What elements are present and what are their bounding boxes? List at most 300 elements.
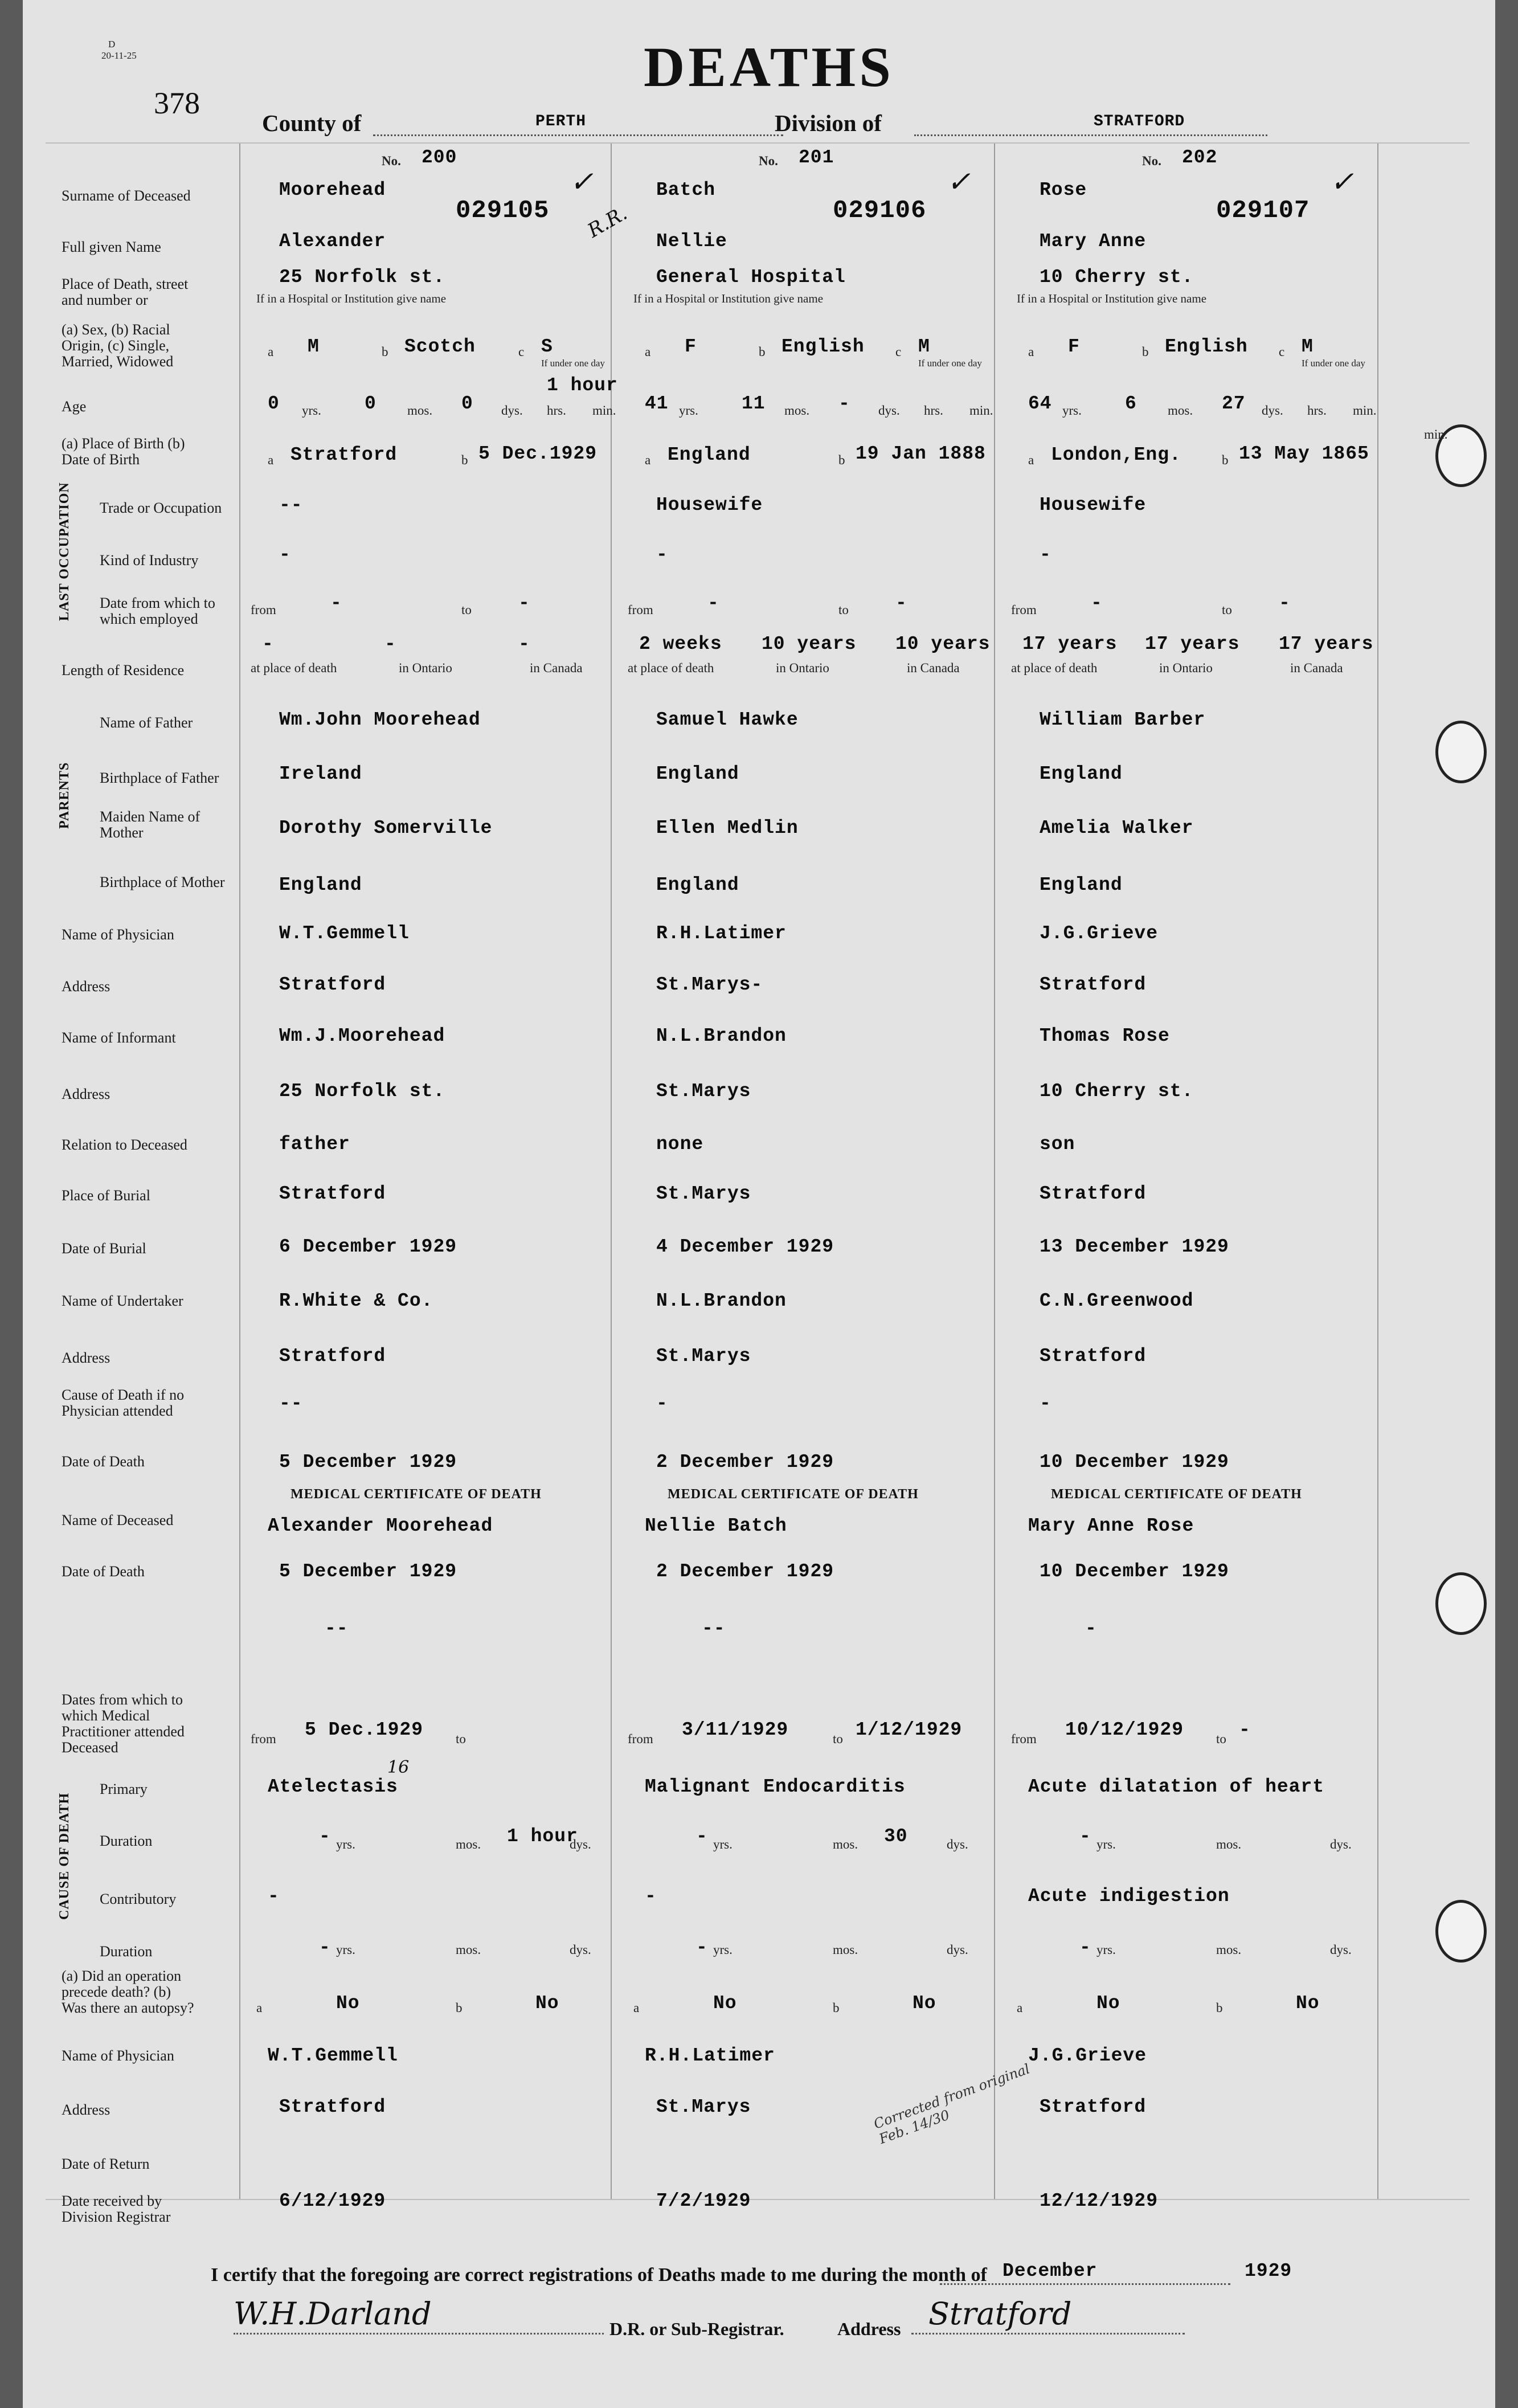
attended-to-label: to (456, 1732, 466, 1746)
employed-to-label: to (461, 603, 472, 617)
sex-value: F (1068, 336, 1080, 357)
duration-days-value: 30 (884, 1826, 908, 1847)
father-value: Samuel Hawke (656, 709, 799, 730)
given-name-value: Mary Anne (1040, 231, 1147, 252)
surname-value: Batch (656, 179, 716, 201)
in-ontario-label: in Ontario (1159, 661, 1213, 675)
cause-no-physician-value: - (656, 1393, 668, 1414)
contrib-duration-years-value: - (696, 1937, 708, 1958)
medical-certificate-heading: MEDICAL CERTIFICATE OF DEATH (290, 1487, 542, 1502)
record-no: 200 (422, 147, 457, 168)
father-birthplace-value: Ireland (279, 763, 362, 784)
mother-value: Ellen Medlin (656, 817, 799, 839)
row-label-dates-attended: Dates from which to which Medical Practitioner attended Deceased (62, 1691, 185, 1756)
row-label-cause-no-physician: Cause of Death if no Physician attended (62, 1387, 185, 1419)
autopsy-prefix: b (456, 2001, 463, 2015)
row-label-father-name: Name of Father (100, 714, 193, 731)
age-days-value: 0 (461, 393, 473, 414)
attended-from-label: from (628, 1732, 653, 1746)
given-name-value: Nellie (656, 231, 727, 252)
autopsy-value: No (1296, 1993, 1320, 2014)
undertaker-address-value: Stratford (279, 1346, 386, 1367)
at-place-label: at place of death (1011, 661, 1098, 675)
burial-date-value: 4 December 1929 (656, 1236, 834, 1257)
age-mos-label: mos. (407, 403, 433, 418)
origin-prefix: b (1142, 345, 1149, 359)
county-label: County of (262, 110, 362, 136)
employed-to-label: to (838, 603, 849, 617)
contrib-dys-label: dys. (570, 1943, 591, 1957)
page-number: 378 (154, 86, 200, 120)
row-label-contributory: Contributory (100, 1891, 177, 1907)
parents-label: PARENTS (57, 762, 72, 829)
attended-to-label: to (1216, 1732, 1226, 1746)
in-canada-label: in Canada (530, 661, 583, 675)
mother-birthplace-value: England (1040, 874, 1123, 896)
operation-prefix: a (256, 2001, 263, 2015)
age-min-label: min. (592, 403, 616, 418)
burial-place-value: Stratford (279, 1183, 386, 1204)
row-label-industry: Kind of Industry (100, 552, 199, 569)
residence-canada-value: - (518, 633, 530, 655)
birthdate-value: 13 May 1865 (1239, 443, 1369, 464)
contributory-value: - (268, 1886, 280, 1907)
row-label-burial-date: Date of Burial (62, 1240, 146, 1257)
age-dys-label: dys. (878, 403, 900, 418)
informant-address-value: 10 Cherry st. (1040, 1081, 1194, 1102)
surname-value: Rose (1040, 179, 1087, 201)
employed-to-value: - (895, 592, 907, 614)
row-label-address: Address (62, 1350, 111, 1366)
duration-mos-label: mos. (1216, 1837, 1242, 1851)
cause-no-physician-value: - (1040, 1393, 1051, 1414)
burial-date-value: 6 December 1929 (279, 1236, 457, 1257)
address-signature: Stratford (928, 2296, 1072, 2332)
in-ontario-label: in Ontario (399, 661, 452, 675)
certify-text: I certify that the foregoing are correct registrations of Deaths made to me during the month of (211, 2264, 987, 2286)
row-label-undertaker: Name of Undertaker (62, 1293, 183, 1309)
certify-month: December (1003, 2260, 1098, 2282)
cert-extra-value: -- (325, 1618, 349, 1639)
informant-value: N.L.Brandon (656, 1025, 787, 1046)
row-label-mother-maiden: Maiden Name of Mother (100, 808, 201, 841)
form-date: 20-11-25 (101, 50, 137, 61)
attended-to-label: to (833, 1732, 843, 1746)
duration-days-value: 1 hour (507, 1826, 578, 1847)
sex-prefix: a (268, 345, 274, 359)
cert-physician-value: W.T.Gemmell (268, 2045, 398, 2066)
date-of-death-value: 5 December 1929 (279, 1452, 457, 1473)
cause-of-death-label: CAUSE OF DEATH (57, 1792, 72, 1920)
age-yrs-label: yrs. (679, 403, 698, 418)
origin-prefix: b (759, 345, 766, 359)
birthplace-prefix: a (645, 453, 651, 467)
sex-prefix: a (1028, 345, 1034, 359)
check-mark: ✓ (570, 165, 594, 198)
binder-hole (1435, 1572, 1487, 1635)
hospital-note: If in a Hospital or Institution give name (1017, 292, 1207, 305)
industry-value: - (656, 544, 668, 565)
industry-value: - (1040, 544, 1051, 565)
division-value: STRATFORD (1094, 113, 1185, 130)
row-label-residence: Length of Residence (62, 662, 185, 678)
birthdate-prefix: b (461, 453, 468, 467)
registrar-signature: W.H.Darland (234, 2296, 432, 2332)
birthplace-value: England (668, 444, 751, 465)
age-months-value: 11 (742, 393, 766, 414)
row-label-place-of-death: Place of Death, street and number or (62, 276, 189, 308)
contrib-mos-label: mos. (1216, 1943, 1242, 1957)
age-hrs-label: hrs. (924, 403, 943, 418)
at-place-label: at place of death (628, 661, 714, 675)
contrib-yrs-label: yrs. (713, 1943, 733, 1957)
row-label-primary: Primary (100, 1781, 148, 1797)
duration-years-value: - (319, 1826, 331, 1847)
contrib-mos-label: mos. (456, 1943, 481, 1957)
contrib-yrs-label: yrs. (336, 1943, 355, 1957)
origin-value: English (1165, 336, 1248, 357)
cert-extra-value: -- (702, 1618, 726, 1639)
correction-note: Corrected from original Feb. 14/30 (871, 2061, 1032, 2148)
autopsy-prefix: b (833, 2001, 840, 2015)
birthdate-prefix: b (838, 453, 845, 467)
employed-from-value: - (707, 592, 719, 614)
age-min-label: min. (1353, 403, 1377, 418)
age-hrs-label: hrs. (1307, 403, 1327, 418)
age-days-value: - (838, 393, 850, 414)
sex-value: F (685, 336, 697, 357)
row-label-relation: Relation to Deceased (62, 1136, 187, 1153)
last-occupation-label: LAST OCCUPATION (57, 482, 72, 621)
date-received-value: 6/12/1929 (279, 2190, 386, 2211)
physician-address-value: Stratford (1040, 974, 1147, 995)
duration-yrs-label: yrs. (1096, 1837, 1116, 1851)
hospital-note: If in a Hospital or Institution give name (256, 292, 447, 305)
father-birthplace-value: England (1040, 763, 1123, 784)
contrib-dys-label: dys. (947, 1943, 968, 1957)
trade-value: Housewife (656, 494, 763, 516)
row-label-burial-place: Place of Burial (62, 1187, 150, 1204)
birthplace-prefix: a (1028, 453, 1034, 467)
status-prefix: c (1279, 345, 1285, 359)
physician-value: W.T.Gemmell (279, 923, 410, 944)
date-of-death-value: 10 December 1929 (1040, 1452, 1229, 1473)
physician-address-value: Stratford (279, 974, 386, 995)
certify-year: 1929 (1245, 2260, 1292, 2282)
cause-no-physician-value: -- (279, 1393, 303, 1414)
cert-name-value: Nellie Batch (645, 1515, 787, 1536)
contrib-dys-label: dys. (1330, 1943, 1352, 1957)
in-canada-label: in Canada (907, 661, 960, 675)
record-no: 202 (1182, 147, 1218, 168)
under-one-day-note: If under one day (1302, 358, 1365, 369)
employed-to-value: - (518, 592, 530, 614)
row-label-birth: (a) Place of Birth (b) Date of Birth (62, 435, 185, 468)
registration-number: 029105 (456, 197, 550, 225)
birthplace-prefix: a (268, 453, 274, 467)
cert-physician-value: J.G.Grieve (1028, 2045, 1147, 2066)
autopsy-prefix: b (1216, 2001, 1223, 2015)
relation-value: son (1040, 1134, 1075, 1155)
hospital-note: If in a Hospital or Institution give name (633, 292, 824, 305)
row-label-address: Address (62, 2102, 111, 2118)
operation-prefix: a (1017, 2001, 1023, 2015)
undertaker-value: C.N.Greenwood (1040, 1290, 1194, 1311)
trade-value: Housewife (1040, 494, 1147, 516)
informant-value: Thomas Rose (1040, 1025, 1170, 1046)
row-label-operation: (a) Did an operation precede death? (b) Was there an autopsy? (62, 1968, 194, 2016)
margin-min-label: min. (1424, 427, 1448, 441)
row-label-surname: Surname of Deceased (62, 187, 191, 204)
birthdate-prefix: b (1222, 453, 1229, 467)
duration-yrs-label: yrs. (336, 1837, 355, 1851)
primary-cause-value: Atelectasis (268, 1776, 398, 1797)
at-place-label: at place of death (251, 661, 337, 675)
age-days-value: 27 (1222, 393, 1246, 414)
duration-years-value: - (696, 1826, 708, 1847)
industry-value: - (279, 544, 291, 565)
primary-note: 16 (387, 1757, 410, 1777)
physician-value: R.H.Latimer (656, 923, 787, 944)
status-value: S (541, 336, 553, 357)
date-received-value: 7/2/1929 (656, 2190, 751, 2211)
row-label-date-of-death: Date of Death (62, 1563, 145, 1580)
check-mark: ✓ (1330, 165, 1354, 198)
age-min-label: min. (969, 403, 993, 418)
division-label: Division of (775, 110, 882, 136)
sex-value: M (308, 336, 320, 357)
duration-years-value: - (1079, 1826, 1091, 1847)
registration-number: 029106 (833, 197, 927, 225)
informant-value: Wm.J.Moorehead (279, 1025, 445, 1046)
residence-ontario-value: - (384, 633, 396, 655)
registrar-label: D.R. or Sub-Registrar. (609, 2319, 784, 2339)
undertaker-value: N.L.Brandon (656, 1290, 787, 1311)
page-title: DEATHS (644, 35, 894, 99)
origin-prefix: b (382, 345, 388, 359)
autopsy-value: No (913, 1993, 936, 2014)
attended-from-value: 5 Dec.1929 (305, 1719, 424, 1740)
primary-cause-value: Acute dilatation of heart (1028, 1776, 1325, 1797)
age-yrs-label: yrs. (1062, 403, 1082, 418)
informant-address-value: 25 Norfolk st. (279, 1081, 445, 1102)
age-dys-label: dys. (1262, 403, 1283, 418)
medical-certificate-heading: MEDICAL CERTIFICATE OF DEATH (668, 1487, 919, 1502)
age-mos-label: mos. (784, 403, 810, 418)
status-prefix: c (895, 345, 902, 359)
undertaker-address-value: Stratford (1040, 1346, 1147, 1367)
attended-from-value: 10/12/1929 (1065, 1719, 1184, 1740)
initials-annotation: R.R. (583, 202, 631, 243)
residence-place-value: - (262, 633, 274, 655)
employed-from-value: - (330, 592, 342, 614)
birthplace-value: Stratford (290, 444, 398, 465)
origin-value: English (781, 336, 865, 357)
row-label-date-employed: Date from which to which employed (100, 595, 215, 627)
status-prefix: c (518, 345, 525, 359)
informant-address-value: St.Marys (656, 1081, 751, 1102)
relation-value: father (279, 1134, 350, 1155)
age-years-value: 41 (645, 393, 669, 414)
row-label-address: Address (62, 978, 111, 995)
duration-dys-label: dys. (570, 1837, 591, 1851)
row-label-date-return: Date of Return (62, 2156, 150, 2172)
age-months-value: 6 (1125, 393, 1137, 414)
county-value: PERTH (535, 113, 587, 130)
mother-value: Amelia Walker (1040, 817, 1194, 839)
row-label-full-given-name: Full given Name (62, 239, 161, 255)
residence-place-value: 17 years (1022, 633, 1118, 655)
row-label-name-of-deceased: Name of Deceased (62, 1512, 174, 1528)
burial-place-value: Stratford (1040, 1183, 1147, 1204)
cert-date-value: 5 December 1929 (279, 1561, 457, 1582)
cert-address-value: Stratford (1040, 2096, 1147, 2117)
cert-address-value: St.Marys (656, 2096, 751, 2117)
row-label-age: Age (62, 398, 87, 415)
operation-value: No (336, 1993, 360, 2014)
sex-prefix: a (645, 345, 651, 359)
age-months-value: 0 (365, 393, 377, 414)
place-of-death-value: 25 Norfolk st. (279, 267, 445, 288)
age-years-value: 64 (1028, 393, 1052, 414)
address-label: Address (837, 2319, 901, 2339)
father-value: Wm.John Moorehead (279, 709, 481, 730)
mother-birthplace-value: England (656, 874, 739, 896)
relation-value: none (656, 1134, 704, 1155)
duration-dys-label: dys. (947, 1837, 968, 1851)
row-label-physician: Name of Physician (62, 2047, 174, 2064)
physician-value: J.G.Grieve (1040, 923, 1159, 944)
burial-date-value: 13 December 1929 (1040, 1236, 1229, 1257)
record-no-label: No. (382, 154, 401, 168)
age-hours-value: 1 hour (547, 375, 618, 396)
age-years-value: 0 (268, 393, 280, 414)
trade-value: -- (279, 494, 303, 516)
birthplace-value: London,Eng. (1051, 444, 1181, 465)
cert-date-value: 2 December 1929 (656, 1561, 834, 1582)
status-value: M (918, 336, 930, 357)
row-label-address: Address (62, 1086, 111, 1102)
place-of-death-value: 10 Cherry st. (1040, 267, 1194, 288)
age-yrs-label: yrs. (302, 403, 321, 418)
row-label-mother-birthplace: Birthplace of Mother (100, 874, 225, 890)
father-birthplace-value: England (656, 763, 739, 784)
death-register-page (23, 0, 1495, 2408)
in-ontario-label: in Ontario (776, 661, 829, 675)
age-mos-label: mos. (1168, 403, 1193, 418)
contributory-value: - (645, 1886, 657, 1907)
residence-canada-value: 10 years (895, 633, 991, 655)
cert-name-value: Alexander Moorehead (268, 1515, 493, 1536)
employed-from-label: from (628, 603, 653, 617)
form-code: D (108, 39, 116, 50)
medical-certificate-heading: MEDICAL CERTIFICATE OF DEATH (1051, 1487, 1302, 1502)
birthdate-value: 19 Jan 1888 (856, 443, 986, 464)
binder-hole (1435, 1900, 1487, 1963)
in-canada-label: in Canada (1290, 661, 1343, 675)
physician-address-value: St.Marys- (656, 974, 763, 995)
attended-from-label: from (251, 1732, 276, 1746)
employed-to-value: - (1279, 592, 1291, 614)
row-label-physician: Name of Physician (62, 926, 174, 943)
row-label-duration: Duration (100, 1943, 153, 1960)
given-name-value: Alexander (279, 231, 386, 252)
cert-date-value: 10 December 1929 (1040, 1561, 1229, 1582)
attended-to-value: 1/12/1929 (856, 1719, 963, 1740)
row-label-duration: Duration (100, 1833, 153, 1849)
check-mark: ✓ (947, 165, 971, 198)
binder-hole (1435, 721, 1487, 783)
residence-place-value: 2 weeks (639, 633, 722, 655)
contrib-duration-years-value: - (319, 1937, 331, 1958)
place-of-death-value: General Hospital (656, 267, 846, 288)
under-one-day-note: If under one day (918, 358, 982, 369)
cert-physician-value: R.H.Latimer (645, 2045, 775, 2066)
residence-ontario-value: 10 years (762, 633, 857, 655)
operation-prefix: a (633, 2001, 640, 2015)
burial-place-value: St.Marys (656, 1183, 751, 1204)
undertaker-address-value: St.Marys (656, 1346, 751, 1367)
primary-cause-value: Malignant Endocarditis (645, 1776, 906, 1797)
duration-yrs-label: yrs. (713, 1837, 733, 1851)
contrib-yrs-label: yrs. (1096, 1943, 1116, 1957)
row-label-trade: Trade or Occupation (100, 500, 222, 516)
residence-canada-value: 17 years (1279, 633, 1374, 655)
duration-mos-label: mos. (833, 1837, 858, 1851)
mother-birthplace-value: England (279, 874, 362, 896)
operation-value: No (713, 1993, 737, 2014)
cert-extra-value: - (1085, 1618, 1097, 1639)
attended-from-label: from (1011, 1732, 1037, 1746)
age-hrs-label: hrs. (547, 403, 566, 418)
employed-from-value: - (1091, 592, 1103, 614)
origin-value: Scotch (404, 336, 476, 357)
surname-value: Moorehead (279, 179, 386, 201)
birthdate-value: 5 Dec.1929 (478, 443, 598, 464)
status-value: M (1302, 336, 1314, 357)
autopsy-value: No (535, 1993, 559, 2014)
row-label-informant: Name of Informant (62, 1029, 176, 1046)
employed-from-label: from (1011, 603, 1037, 617)
row-label-father-birthplace: Birthplace of Father (100, 770, 219, 786)
contrib-mos-label: mos. (833, 1943, 858, 1957)
cert-name-value: Mary Anne Rose (1028, 1515, 1194, 1536)
duration-mos-label: mos. (456, 1837, 481, 1851)
undertaker-value: R.White & Co. (279, 1290, 433, 1311)
age-dys-label: dys. (501, 403, 523, 418)
record-no-label: No. (759, 154, 778, 168)
operation-value: No (1096, 1993, 1120, 2014)
contributory-value: Acute indigestion (1028, 1886, 1230, 1907)
employed-to-label: to (1222, 603, 1232, 617)
row-label-date-of-death: Date of Death (62, 1453, 145, 1470)
residence-ontario-value: 17 years (1145, 633, 1240, 655)
contrib-duration-years-value: - (1079, 1937, 1091, 1958)
cert-address-value: Stratford (279, 2096, 386, 2117)
registration-number: 029107 (1216, 197, 1310, 225)
under-one-day-note: If under one day (541, 358, 605, 369)
employed-from-label: from (251, 603, 276, 617)
father-value: William Barber (1040, 709, 1206, 730)
date-received-value: 12/12/1929 (1040, 2190, 1159, 2211)
record-no-label: No. (1142, 154, 1161, 168)
mother-value: Dorothy Somerville (279, 817, 493, 839)
row-label-date-received: Date received by Division Registrar (62, 2193, 171, 2225)
attended-to-value: - (1239, 1719, 1251, 1740)
attended-from-value: 3/11/1929 (682, 1719, 789, 1740)
duration-dys-label: dys. (1330, 1837, 1352, 1851)
row-label-sex-origin-status: (a) Sex, (b) Racial Origin, (c) Single, Married, Widowed (62, 321, 174, 370)
